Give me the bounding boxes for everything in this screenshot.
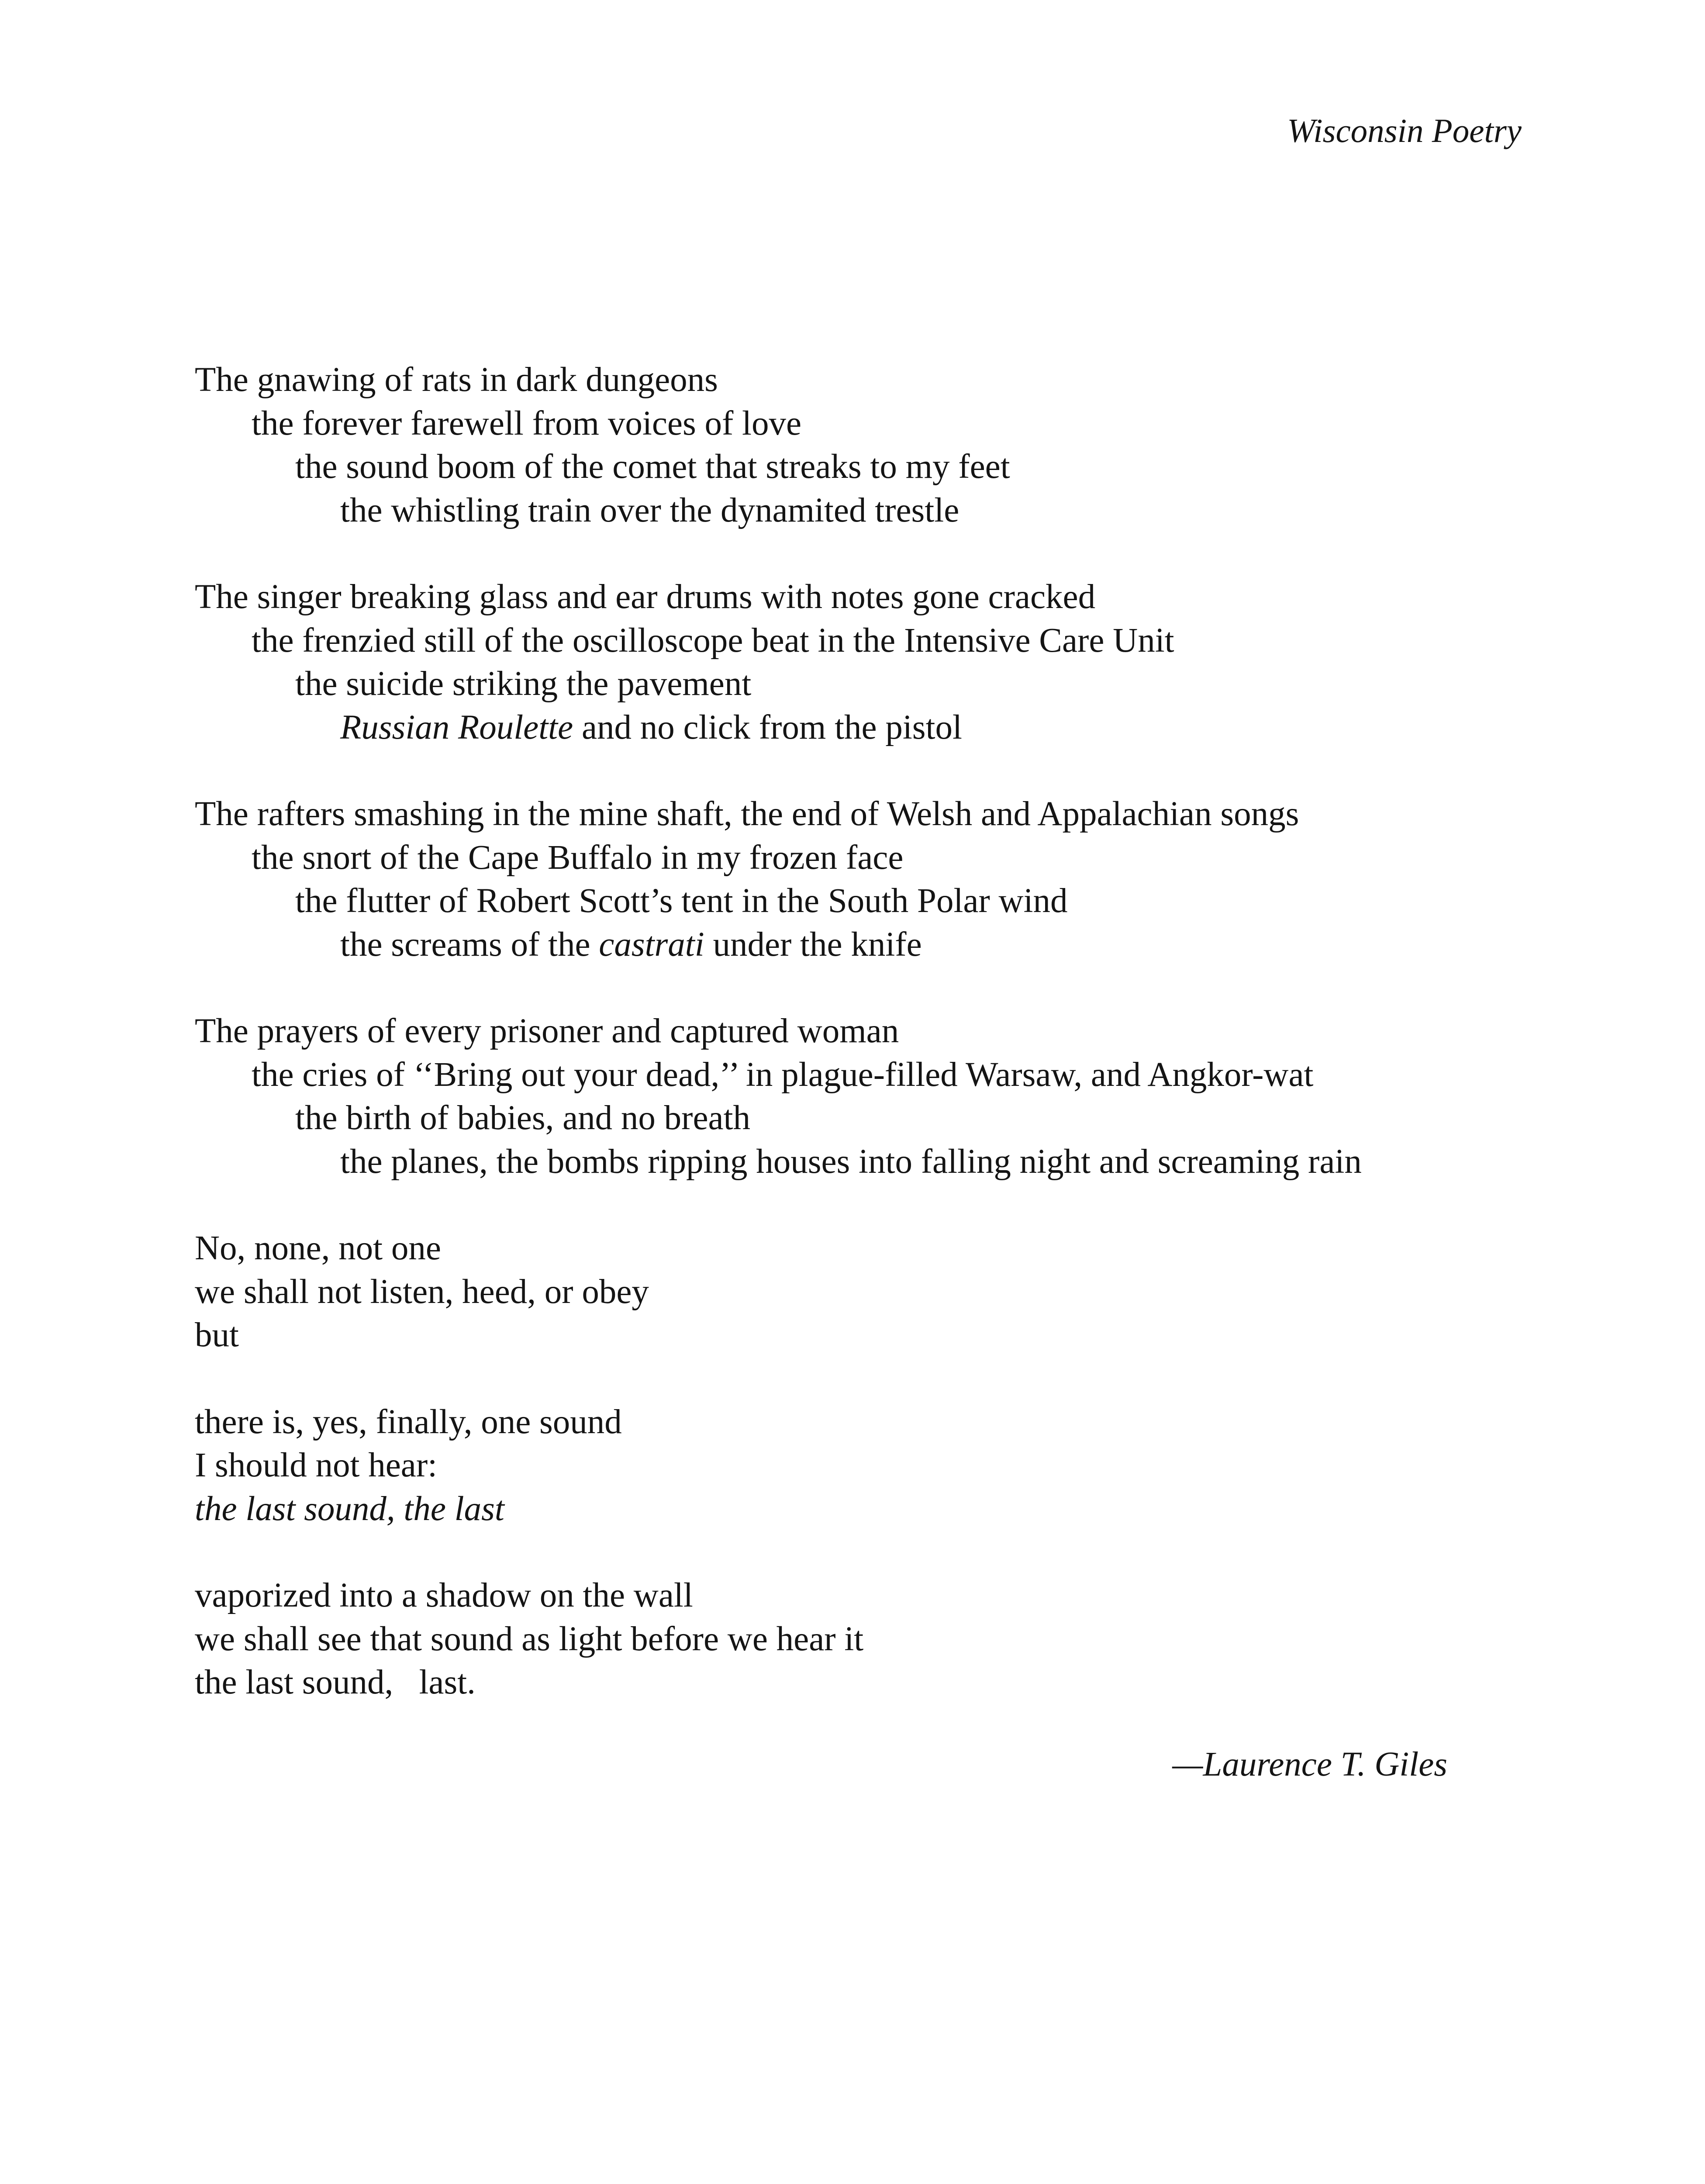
line-text: under the knife: [704, 925, 922, 964]
author-signature: —Laurence T. Giles: [1172, 1745, 1447, 1783]
poem-line: we shall see that sound as light before we hear it: [195, 1620, 864, 1658]
poem-line: the last sound, last.: [195, 1663, 476, 1701]
poem-line: No, none, not one: [195, 1229, 441, 1267]
poem-line: the suicide striking the pavement: [295, 665, 752, 703]
poem-line: there is, yes, finally, one sound: [195, 1403, 622, 1441]
poem-line: the forever farewell from voices of love: [252, 404, 802, 442]
poem-line: the last sound, the last: [195, 1489, 504, 1528]
poem-line: [195, 706, 1549, 750]
poem-line: the snort of the Cape Buffalo in my frozen face: [252, 838, 904, 877]
poem-line: the sound boom of the comet that streaks to my feet: [295, 448, 1010, 486]
poem-line: The rafters smashing in the mine shaft, the end of Welsh and Appalachian songs: [195, 795, 1299, 833]
poem-line: the planes, the bombs ripping houses into falling night and screaming rain: [340, 1142, 1362, 1181]
poem-line: [195, 923, 1549, 967]
poem-line: but: [195, 1316, 239, 1354]
italic-phrase: castrati: [599, 925, 704, 964]
line-text: and no click from the pistol: [573, 708, 962, 746]
stanza-2: [195, 575, 1549, 749]
stanza-4: [195, 1009, 1549, 1183]
stanza-1: [195, 358, 1549, 532]
poem-line: the frenzied still of the oscilloscope beat in the Intensive Care Unit: [252, 621, 1174, 660]
line-text: the screams of the: [340, 925, 599, 964]
stanza-7: [195, 1574, 1549, 1704]
poem-line: the flutter of Robert Scott’s tent in the South Polar wind: [295, 882, 1068, 920]
poem-line: The gnawing of rats in dark dungeons: [195, 361, 718, 399]
poem-line: the cries of ‘‘Bring out your dead,’’ in plague-filled Warsaw, and Angkor-wat: [252, 1055, 1314, 1094]
poem-line: The prayers of every prisoner and captured woman: [195, 1012, 899, 1050]
poem-line: I should not hear:: [195, 1446, 438, 1484]
running-head: Wisconsin Poetry: [1287, 112, 1522, 149]
stanza-5: [195, 1227, 1549, 1357]
stanza-3: [195, 792, 1549, 966]
poem: [195, 358, 1549, 1748]
poem-line: the birth of babies, and no breath: [295, 1099, 751, 1137]
stanza-6: [195, 1400, 1549, 1531]
poem-line: we shall not listen, heed, or obey: [195, 1272, 649, 1311]
italic-phrase: Russian Roulette: [340, 708, 573, 746]
poem-line: vaporized into a shadow on the wall: [195, 1576, 693, 1614]
poem-line: the whistling train over the dynamited trestle: [340, 491, 959, 529]
poem-line: The singer breaking glass and ear drums with notes gone cracked: [195, 578, 1096, 616]
